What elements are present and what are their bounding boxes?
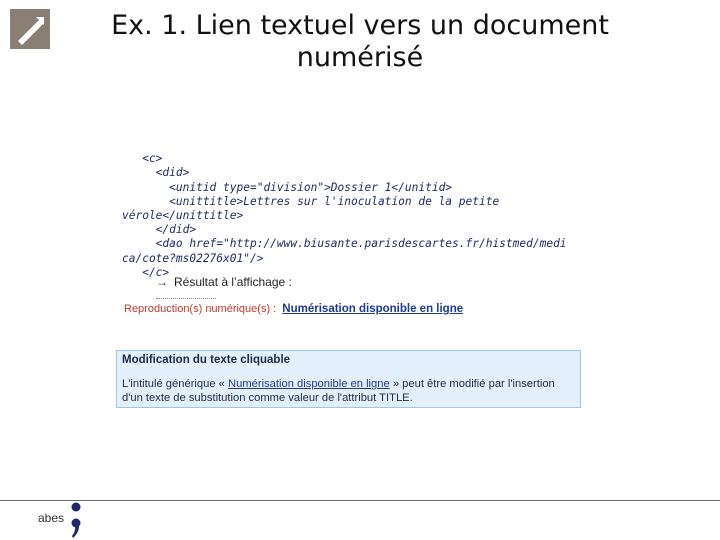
code-line: </c> bbox=[122, 265, 170, 279]
info-box-title: Modification du texte cliquable bbox=[122, 354, 291, 366]
reproduction-label: Reproduction(s) numérique(s) : bbox=[124, 303, 277, 315]
digitization-link[interactable]: Numérisation disponible en ligne bbox=[282, 303, 464, 315]
code-line: vérole</unittitle> bbox=[122, 209, 244, 223]
code-line: <did> bbox=[122, 166, 190, 180]
result-heading bbox=[156, 275, 292, 289]
info-text-before: L'intitulé générique « bbox=[122, 378, 229, 390]
page-title-line2: numérisé bbox=[296, 42, 424, 73]
page-title-line1: Ex. 1. Lien textuel vers un document bbox=[111, 10, 609, 41]
slash-icon bbox=[10, 9, 50, 49]
arrow-right-icon: → bbox=[156, 275, 168, 289]
abes-logo-text: abes bbox=[38, 511, 65, 525]
code-line: <dao href="http://www.biusante.parisdescartes.fr/histmed/medi bbox=[122, 237, 567, 251]
corner-logo-tile bbox=[10, 9, 50, 49]
info-text-after: » peut être modifié par l'insertion d'un texte de substitution comme valeur de l'attribut TITLE. bbox=[122, 378, 555, 404]
info-box bbox=[116, 350, 581, 408]
page-title bbox=[60, 10, 660, 74]
reproduction-line bbox=[124, 303, 463, 315]
info-box-text bbox=[122, 378, 572, 405]
info-text-link[interactable]: Numérisation disponible en ligne bbox=[228, 378, 390, 390]
abes-semicolon-logo-icon bbox=[68, 498, 84, 540]
code-line: ca/cote?ms02276x01"/> bbox=[122, 251, 264, 265]
xml-code-block bbox=[122, 138, 577, 294]
code-line: <unitid type="division">Dossier 1</unitid> bbox=[122, 180, 453, 194]
code-line: <unittitle>Lettres sur l'inoculation de la petite bbox=[122, 194, 500, 208]
footer-divider bbox=[0, 500, 720, 501]
code-line: </did> bbox=[122, 223, 197, 237]
code-line: <c> bbox=[122, 152, 163, 166]
result-label: Résultat à l’affichage : bbox=[174, 275, 292, 289]
dotted-separator bbox=[156, 298, 216, 301]
